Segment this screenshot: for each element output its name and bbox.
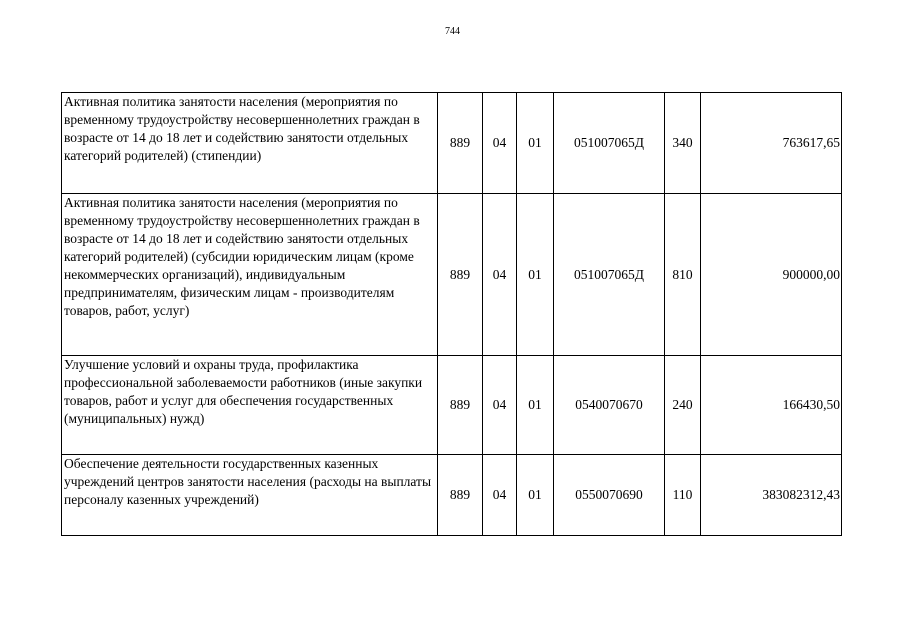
row-grbs-code: 889 (438, 455, 483, 536)
row-description: Обеспечение деятельности государственных казенных учреждений центров занятости населения (расходы на выплаты персоналу казенных учреждений) (62, 455, 438, 536)
row-section-code: 04 (483, 194, 517, 356)
row-subsection-code: 01 (517, 93, 554, 194)
row-target-article-code: 051007065Д (554, 93, 665, 194)
row-amount: 166430,50 (701, 356, 842, 455)
row-grbs-code: 889 (438, 194, 483, 356)
row-description: Улучшение условий и охраны труда, профилактика профессиональной заболеваемости работников (иные закупки товаров, работ и услуг для обеспечения государственных (муниципальных) нужд) (62, 356, 438, 455)
row-expense-type-code: 810 (665, 194, 701, 356)
table-row (62, 356, 842, 455)
row-expense-type-code: 110 (665, 455, 701, 536)
table-row (62, 455, 842, 536)
row-section-code: 04 (483, 455, 517, 536)
row-target-article-code: 0540070670 (554, 356, 665, 455)
row-expense-type-code: 240 (665, 356, 701, 455)
budget-table (61, 92, 842, 536)
row-expense-type-code: 340 (665, 93, 701, 194)
row-target-article-code: 051007065Д (554, 194, 665, 356)
row-subsection-code: 01 (517, 356, 554, 455)
row-target-article-code: 0550070690 (554, 455, 665, 536)
row-subsection-code: 01 (517, 194, 554, 356)
row-amount: 763617,65 (701, 93, 842, 194)
row-section-code: 04 (483, 93, 517, 194)
row-section-code: 04 (483, 356, 517, 455)
table-row (62, 93, 842, 194)
row-amount: 900000,00 (701, 194, 842, 356)
row-description: Активная политика занятости населения (мероприятия по временному трудоустройству несовершеннолетних граждан в возрасте от 14 до 18 лет и содействию занятости отдельных категорий родителей) (субсидии юридическим лицам (кроме некоммерческих организаций), индивидуальным предпринимателям, физическим лицам - производителям товаров, работ, услуг) (62, 194, 438, 356)
row-description: Активная политика занятости населения (мероприятия по временному трудоустройству несовершеннолетних граждан в возрасте от 14 до 18 лет и содействию занятости отдельных категорий родителей) (стипендии) (62, 93, 438, 194)
row-grbs-code: 889 (438, 356, 483, 455)
row-amount: 383082312,43 (701, 455, 842, 536)
page-number: 744 (445, 26, 460, 37)
row-grbs-code: 889 (438, 93, 483, 194)
table-row (62, 194, 842, 356)
row-subsection-code: 01 (517, 455, 554, 536)
